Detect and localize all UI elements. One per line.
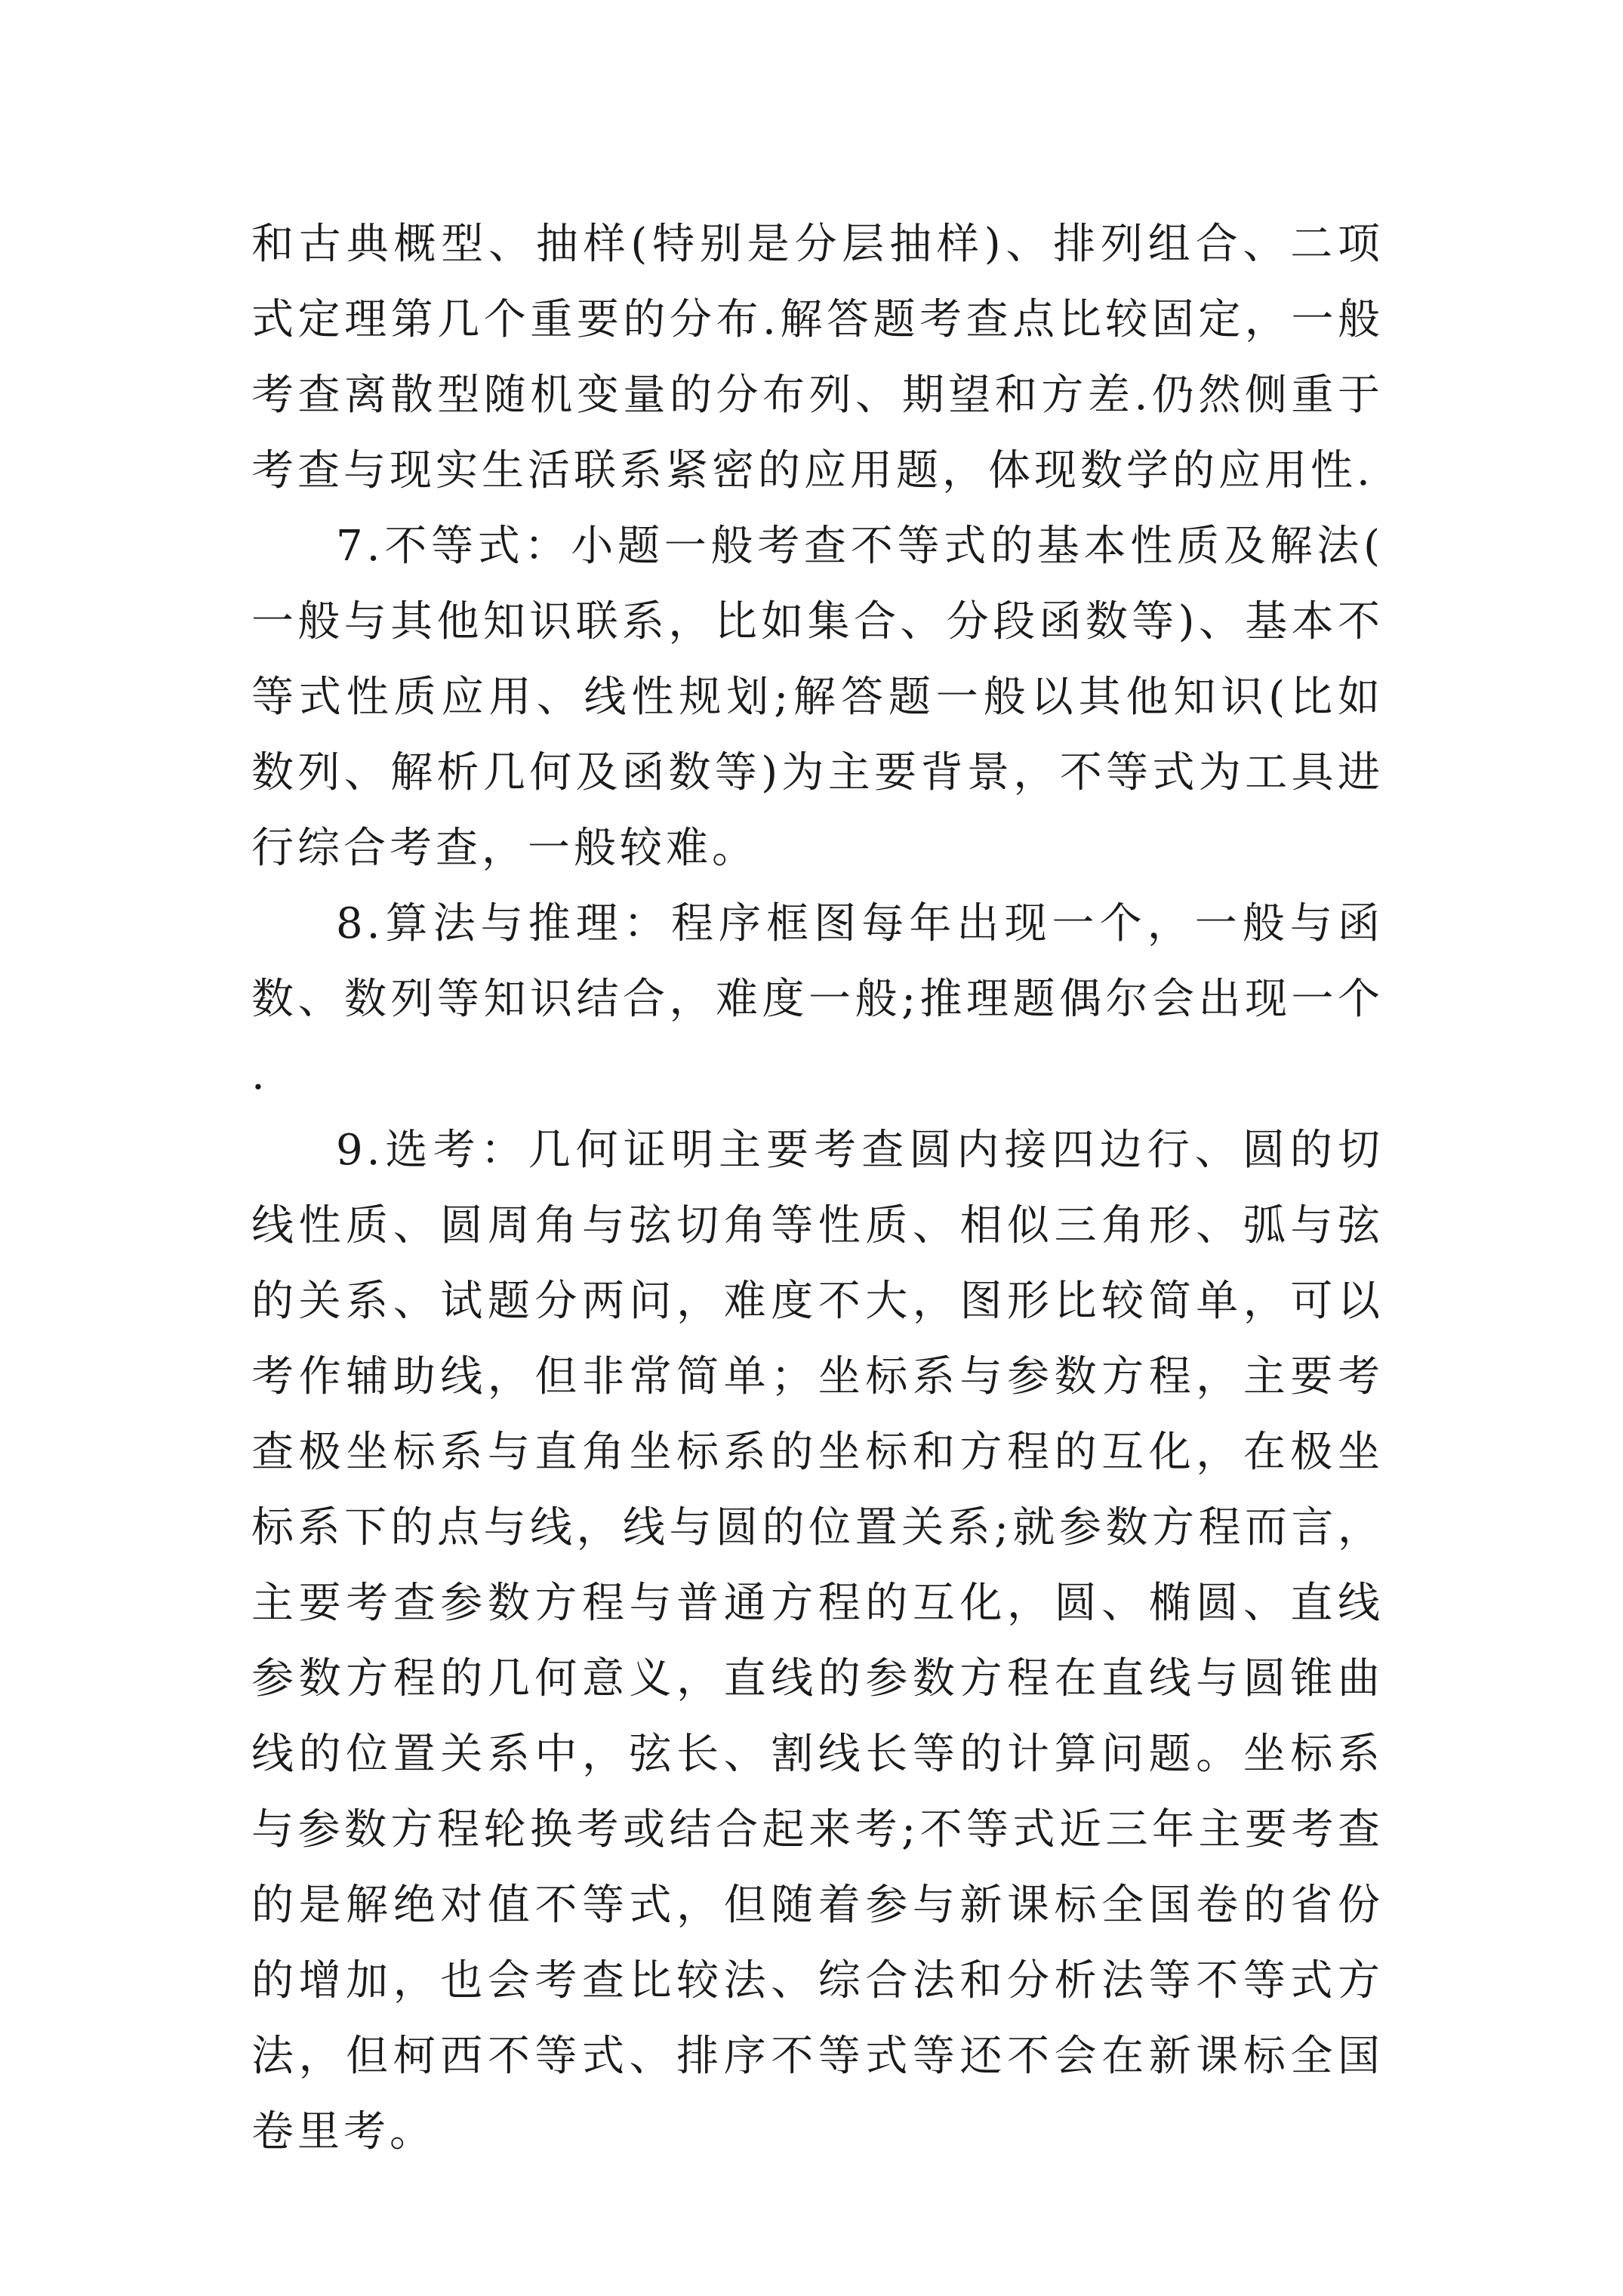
paragraph-inequality: 7.不等式：小题一般考查不等式的基本性质及解法(一般与其他知识联系，比如集合、分段函数等)、基本不等式性质应用、线性规划;解答题一般以其他知识(比如数列、解析几何及函数等)为主要背景，不等式为工具进行综合考查，一般较难。	[251, 522, 1384, 873]
paragraph-probability-continued: 和古典概型、抽样(特别是分层抽样)、排列组合、二项式定理第几个重要的分布.解答题考查点比较固定，一般考查离散型随机变量的分布列、期望和方差.仍然侧重于考查与现实生活联系紧密的应用题，体现数学的应用性.	[251, 220, 1384, 495]
paragraph-elective: 9.选考：几何证明主要考查圆内接四边行、圆的切线性质、圆周角与弦切角等性质、相似三角形、弧与弦的关系、试题分两问，难度不大，图形比较简单，可以考作辅助线，但非常简单；坐标系与参数方程，主要考查极坐标系与直角坐标系的坐标和方程的互化，在极坐标系下的点与线，线与圆的位置关系;就参数方程而言，主要考查参数方程与普通方程的互化，圆、椭圆、直线参数方程的几何意义，直线的参数方程在直线与圆锥曲线的位置关系中，弦长、割线长等的计算问题。坐标系与参数方程轮换考或结合起来考;不等式近三年主要考查的是解绝对值不等式，但随着参与新课标全国卷的省份的增加，也会考查比较法、综合法和分析法等不等式方法，但柯西不等式、排序不等式等还不会在新课标全国卷里考。	[251, 1126, 1384, 2156]
paragraph-algorithm: 8.算法与推理：程序框图每年出现一个，一般与函数、数列等知识结合，难度一般;推理题偶尔会出现一个.	[251, 899, 1384, 1099]
document-body	[251, 207, 1384, 2170]
